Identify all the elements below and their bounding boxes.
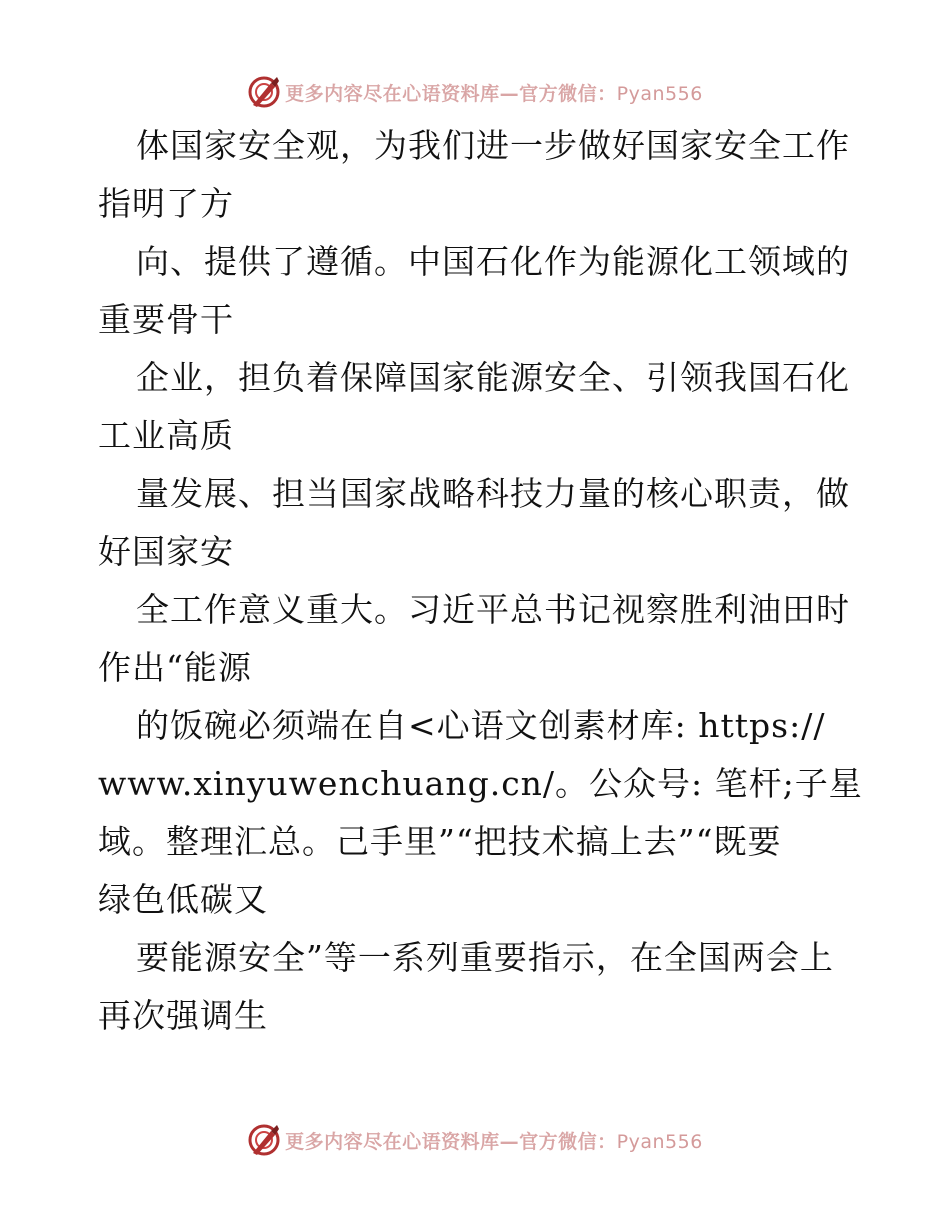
paragraph-line: 的饭碗必须端在自<心语文创素材库: https:// bbox=[136, 706, 826, 745]
watermark-label: 更多内容尽在心语资料库—官方微信： bbox=[285, 82, 617, 105]
paragraph-line: 要能源安全”等一系列重要指示，在全国两会上 bbox=[136, 938, 834, 977]
paragraph-line: 体国家安全观，为我们进一步做好国家安全工作 bbox=[136, 126, 850, 165]
paragraph-line: 企业，担负着保障国家能源安全、引领我国石化 bbox=[136, 358, 850, 397]
paragraph-line: www.xinyuwenchuang.cn/。公众号: 笔杆;子星 bbox=[98, 764, 863, 803]
paragraph-line: 量发展、担当国家战略科技力量的核心职责，做 bbox=[136, 474, 850, 513]
paragraph-line: 指明了方 bbox=[98, 184, 234, 223]
paragraph-line: 工业高质 bbox=[98, 416, 234, 455]
header-watermark bbox=[0, 72, 950, 112]
watermark-text bbox=[285, 1127, 703, 1154]
paragraph-line: 再次强调生 bbox=[98, 996, 268, 1035]
paragraph-line: 域。整理汇总。己手里”“把技术搞上去”“既要 bbox=[98, 822, 782, 861]
paragraph-line: 好国家安 bbox=[98, 532, 234, 571]
paragraph-line: 绿色低碳又 bbox=[98, 880, 268, 919]
watermark-label: 更多内容尽在心语资料库—官方微信： bbox=[285, 1130, 617, 1153]
paragraph-line: 全工作意义重大。习近平总书记视察胜利油田时 bbox=[136, 590, 850, 629]
watermark-text bbox=[285, 79, 703, 106]
paragraph-line: 作出“能源 bbox=[98, 648, 252, 687]
pen-logo-icon bbox=[247, 75, 281, 109]
watermark-wechat-id: Pyan556 bbox=[616, 82, 703, 105]
pen-logo-icon bbox=[247, 1123, 281, 1157]
watermark-wechat-id: Pyan556 bbox=[616, 1130, 703, 1153]
footer-watermark bbox=[0, 1120, 950, 1160]
paragraph-line: 向、提供了遵循。中国石化作为能源化工领域的 bbox=[136, 242, 850, 281]
paragraph-line: 重要骨干 bbox=[98, 300, 234, 339]
